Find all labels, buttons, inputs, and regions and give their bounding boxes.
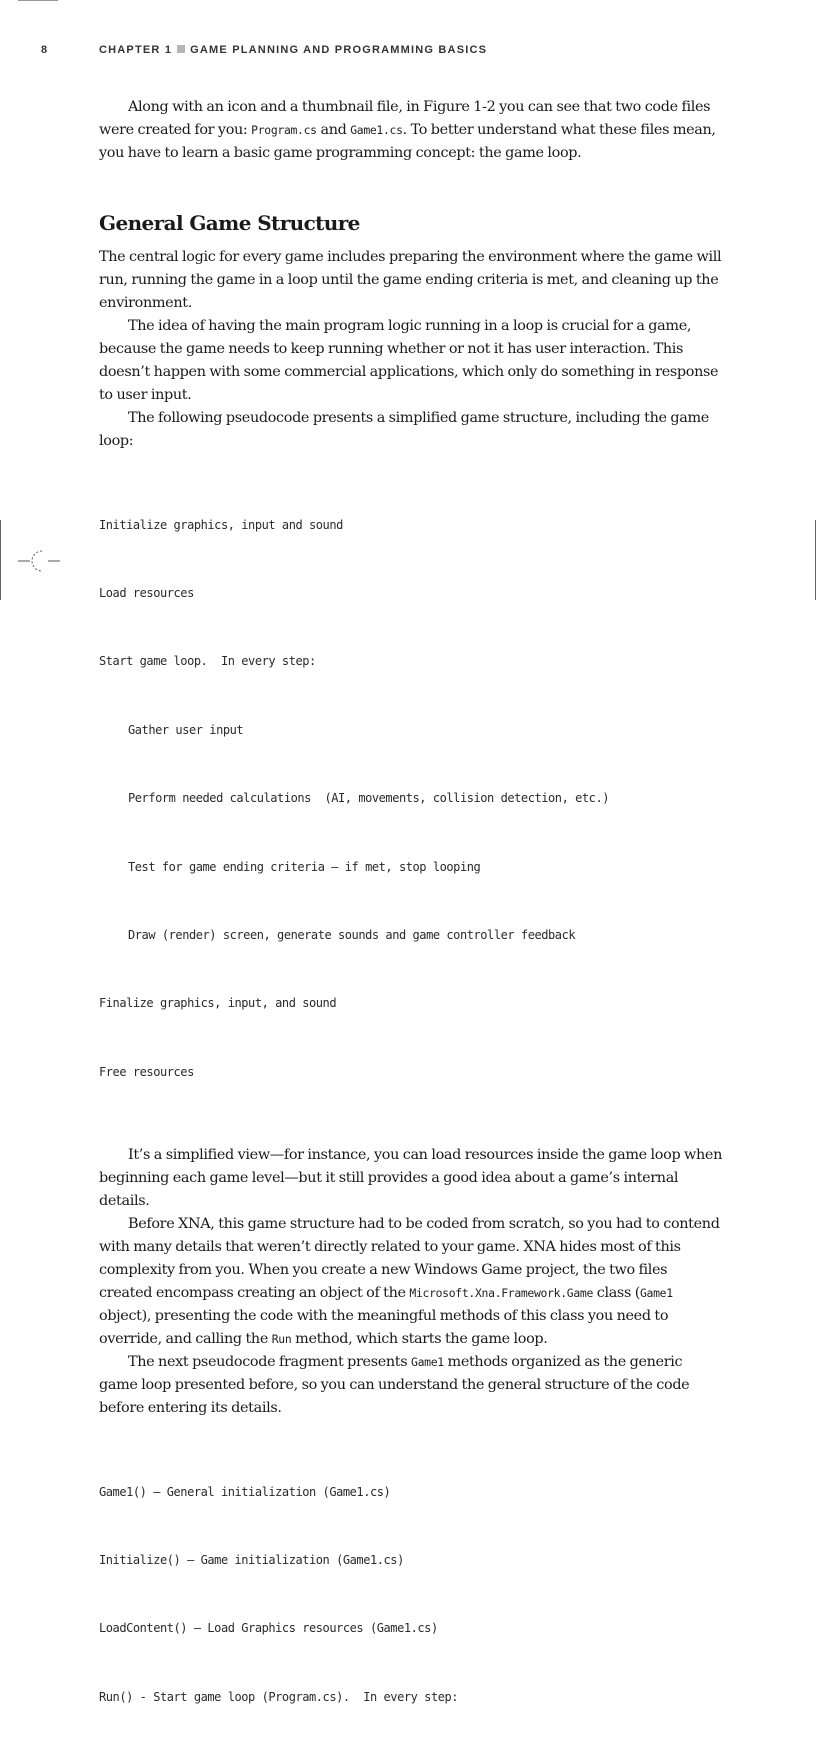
code-line: Perform needed calculations (AI, movements, collision detection, etc.) bbox=[128, 791, 609, 806]
body-paragraph-6 bbox=[99, 1351, 724, 1420]
crop-mark-top bbox=[18, 0, 58, 1]
code-line: Test for game ending criteria – if met, stop looping bbox=[128, 859, 481, 874]
code-line: Gather user input bbox=[128, 722, 244, 737]
code-line: Draw (render) screen, generate sounds and game controller feedback bbox=[128, 927, 576, 942]
p5-text-4: method, which starts the game loop. bbox=[291, 1331, 548, 1348]
p6-text-2: methods organized as the generic game loop presented before, so you can understand the general structure of the code before entering its details. bbox=[99, 1354, 690, 1417]
intro-text-2: and bbox=[316, 122, 351, 138]
separator-square-icon bbox=[177, 45, 185, 53]
running-head bbox=[99, 44, 487, 56]
p5-code-run: Run bbox=[271, 1332, 292, 1347]
intro-code-game1: Game1.cs bbox=[350, 123, 403, 137]
chapter-title: GAME PLANNING AND PROGRAMMING BASICS bbox=[190, 44, 488, 56]
p5-text-1: Before XNA, this game structure had to be coded from scratch, so you had to contend with many details that weren’t directly related to your game. XNA hides most of this complexity from you. When you create a new Windows Game project, the two files created encompass creating an object of the bbox=[99, 1216, 720, 1302]
code-line: Start game loop. In every step: bbox=[99, 654, 316, 669]
code-line: Initialize() – Game initialization (Game1.cs) bbox=[99, 1553, 404, 1568]
p5-code-game1: Game1 bbox=[640, 1286, 673, 1301]
code-line: Initialize graphics, input and sound bbox=[99, 517, 343, 532]
registration-mark-icon bbox=[18, 548, 60, 574]
intro-paragraph bbox=[99, 96, 724, 165]
chapter-label: CHAPTER 1 bbox=[99, 44, 173, 56]
code-line: Finalize graphics, input, and sound bbox=[99, 996, 337, 1011]
intro-text-1: Along with an icon and a thumbnail file, in Figure 1-2 you can see that two code files were created for you: bbox=[99, 99, 711, 138]
p6-code-game1: Game1 bbox=[411, 1355, 444, 1370]
crop-mark-left bbox=[0, 520, 1, 600]
code-line: Run() - Start game loop (Program.cs). In every step: bbox=[99, 1689, 459, 1704]
p5-code-game-class: Microsoft.Xna.Framework.Game bbox=[409, 1286, 594, 1301]
code-line: Load resources bbox=[99, 585, 194, 600]
p6-text-1: The next pseudocode fragment presents bbox=[128, 1354, 412, 1371]
body-paragraph-4: It’s a simplified view—for instance, you can load resources inside the game loop when beginning each game level—but it still provides a good idea about a game’s internal details. bbox=[99, 1147, 722, 1210]
body-paragraph-1: The central logic for every game includes preparing the environment where the game will run, running the game in a loop until the game ending criteria is met, and cleaning up the environment. bbox=[99, 249, 722, 311]
body-paragraph-5 bbox=[99, 1213, 724, 1351]
pseudocode-block-2 bbox=[99, 1435, 724, 1754]
body-paragraph-2: The idea of having the main program logic running in a loop is crucial for a game, because the game needs to keep running whether or not it has user interaction. This doesn’t happen with some commercial applications, which only do something in response to user input. bbox=[99, 318, 719, 403]
running-header bbox=[0, 42, 816, 60]
page-body bbox=[99, 96, 724, 1754]
intro-code-program: Program.cs bbox=[251, 123, 317, 137]
code-line: LoadContent() – Load Graphics resources (Game1.cs) bbox=[99, 1621, 438, 1636]
page-number: 8 bbox=[41, 44, 48, 56]
intro-text-3: . To better understand what these files mean, you have to learn a basic game programming concept: the game loop. bbox=[99, 122, 716, 161]
code-line: Free resources bbox=[99, 1064, 194, 1079]
code-line: Game1() – General initialization (Game1.cs) bbox=[99, 1484, 391, 1499]
body-paragraph-3: The following pseudocode presents a simplified game structure, including the game loop: bbox=[99, 410, 709, 449]
p5-text-3: object), presenting the code with the meaningful methods of this class you need to override, and calling the bbox=[99, 1308, 669, 1348]
p5-text-2: class ( bbox=[593, 1285, 640, 1302]
section-heading: General Game Structure bbox=[99, 211, 360, 235]
pseudocode-block-1 bbox=[99, 468, 724, 1129]
